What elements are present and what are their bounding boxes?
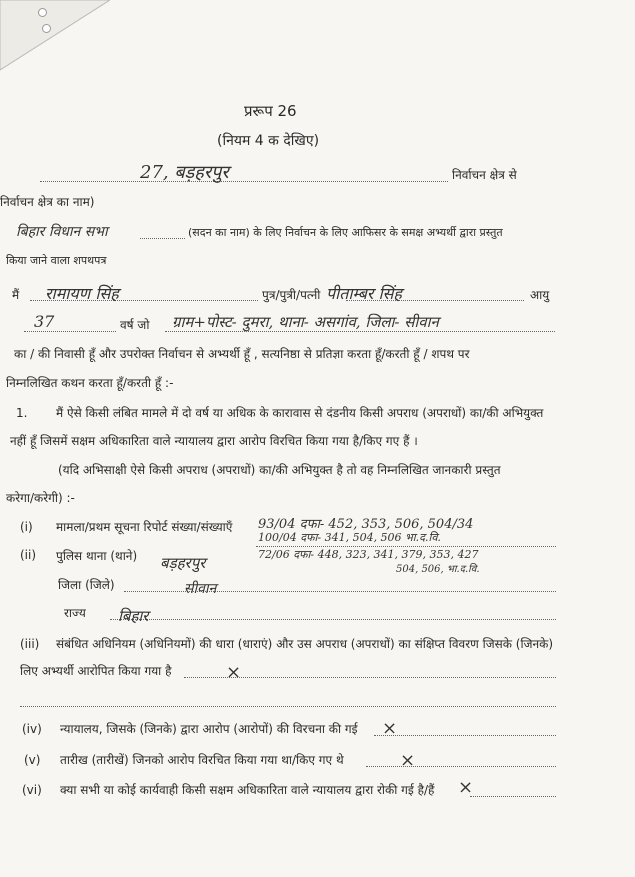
- item-v-underline: [366, 766, 556, 767]
- house-text: (सदन का नाम) के लिए निर्वाचन के लिए आफिसर के समक्ष अभ्यर्थी द्वारा प्रस्तुत: [188, 226, 503, 239]
- district-label: जिला (जिले): [58, 578, 115, 592]
- address-label: वर्ष जो: [120, 318, 150, 332]
- case-value-3: 72/06 दफा- 448, 323, 341, 379, 353, 427: [258, 548, 479, 561]
- item-iii-line-1: संबंधित अधिनियम (अधिनियमों) की धारा (धाराएं) और उस अपराध (अपराधों) का संक्षिप्त विवरण जिसके (जिनके): [56, 637, 554, 651]
- oath-line-2: निम्नलिखित कथन करता हूँ/करती हूँ :-: [6, 376, 174, 390]
- main-prefix: मैं: [12, 288, 20, 302]
- item-iv-label: (iv): [22, 722, 42, 736]
- constituency-value: 27, बड़हरपुर: [140, 162, 229, 183]
- father-name: पीताम्बर सिंह: [326, 284, 402, 303]
- oath-line-1: का / की निवासी हूँ और उपरोक्त निर्वाचन से अभ्यर्थी हूँ , सत्यनिष्ठा से प्रतिज्ञा करता हूँ/करती हूँ / शपथ पर: [14, 347, 470, 361]
- police-station-value: बड़हरपुर: [160, 554, 206, 572]
- state-underline: [110, 619, 556, 620]
- state-value: बिहार: [118, 607, 149, 625]
- item-v-value: ×: [400, 750, 416, 771]
- folded-corner: [0, 0, 110, 80]
- item-i-text: मामला/प्रथम सूचना रिपोर्ट संख्या/संख्याएँ: [56, 520, 233, 534]
- item-iii-label: (iii): [20, 637, 40, 651]
- form-subtitle: (नियम 4 क देखिए): [217, 133, 320, 149]
- case-value-1: 93/04 दफा- 452, 353, 506, 504/34: [258, 517, 474, 532]
- case-value-2: 100/04 दफा- 341, 504, 506 भा.द.वि.: [258, 531, 441, 544]
- item-1-note-1: (यदि अभिसाक्षी ऐसे किसी अपराध (अपराधों) का/की अभियुक्त है तो वह निम्नलिखित जानकारी प्रस्तुत: [58, 463, 501, 477]
- item-vi-label: (vi): [22, 783, 42, 797]
- item-iv-value: ×: [382, 718, 398, 739]
- house-underline: [140, 238, 185, 239]
- age-underline: [24, 331, 116, 332]
- item-iii-underline-2: [20, 706, 556, 707]
- item-vi-value: ×: [458, 777, 474, 798]
- item-v-text: तारीख (तारीखें) जिनको आरोप विरचित किया गया था/किए गए थे: [60, 753, 344, 767]
- punch-hole: [42, 24, 51, 33]
- affidavit-text: किया जाने वाला शपथपत्र: [6, 254, 107, 267]
- item-1-number: 1.: [16, 406, 28, 420]
- constituency-underline: [40, 181, 448, 182]
- item-ii-label: (ii): [20, 548, 37, 562]
- item-iii-value: ×: [226, 662, 242, 683]
- item-1-line-1: मैं ऐसे किसी लंबित मामले में दो वर्ष या अधिक के कारावास से दंडनीय किसी अपराध (अपराधों) का/की अभियुक्त: [56, 406, 544, 420]
- item-1-note-2: करेगा/करेगी) :-: [6, 491, 75, 505]
- item-vi-text: क्या सभी या कोई कार्यवाही किसी सक्षम अधिकारिता वाले न्यायालय द्वारा रोकी गई है/हैं: [60, 783, 435, 797]
- item-i-label: (i): [20, 520, 33, 534]
- age-value: 37: [34, 312, 55, 331]
- case-value-4: 504, 506, भा.द.वि.: [396, 564, 480, 575]
- address-underline: [165, 331, 555, 332]
- item-vi-underline: [470, 796, 556, 797]
- item-v-label: (v): [24, 753, 41, 767]
- item-iii-line-2: लिए अभ्यर्थी आरोपित किया गया है: [20, 664, 172, 678]
- item-1-line-2: नहीं हूँ जिसमें सक्षम अधिकारिता वाले न्यायालय द्वारा आरोप विरचित किया गया है/किए गए हैं ।: [10, 434, 418, 448]
- item-iv-underline: [374, 735, 556, 736]
- punch-hole: [38, 8, 47, 17]
- state-label: राज्य: [64, 606, 86, 620]
- house-value: बिहार विधान सभा: [16, 224, 108, 240]
- item-ii-text: पुलिस थाना (थाने): [56, 549, 138, 563]
- item-iv-text: न्यायालय, जिसके (जिनके) द्वारा आरोप (आरोपों) की विरचना की गई: [60, 722, 358, 736]
- age-label: आयु: [530, 288, 550, 302]
- form-title: प्ररूप 26: [244, 102, 297, 120]
- constituency-label: निर्वाचन क्षेत्र से: [452, 168, 517, 182]
- address-value: ग्राम+पोस्ट- दुमरा, थाना- असगांव, जिला- सीवान: [172, 313, 439, 331]
- district-value: सीवान: [184, 581, 217, 597]
- relation-label: पुत्र/पुत्री/पत्नी: [262, 288, 321, 302]
- constituency-name-label: निर्वाचन क्षेत्र का नाम): [0, 195, 95, 209]
- candidate-name: रामायण सिंह: [45, 284, 119, 303]
